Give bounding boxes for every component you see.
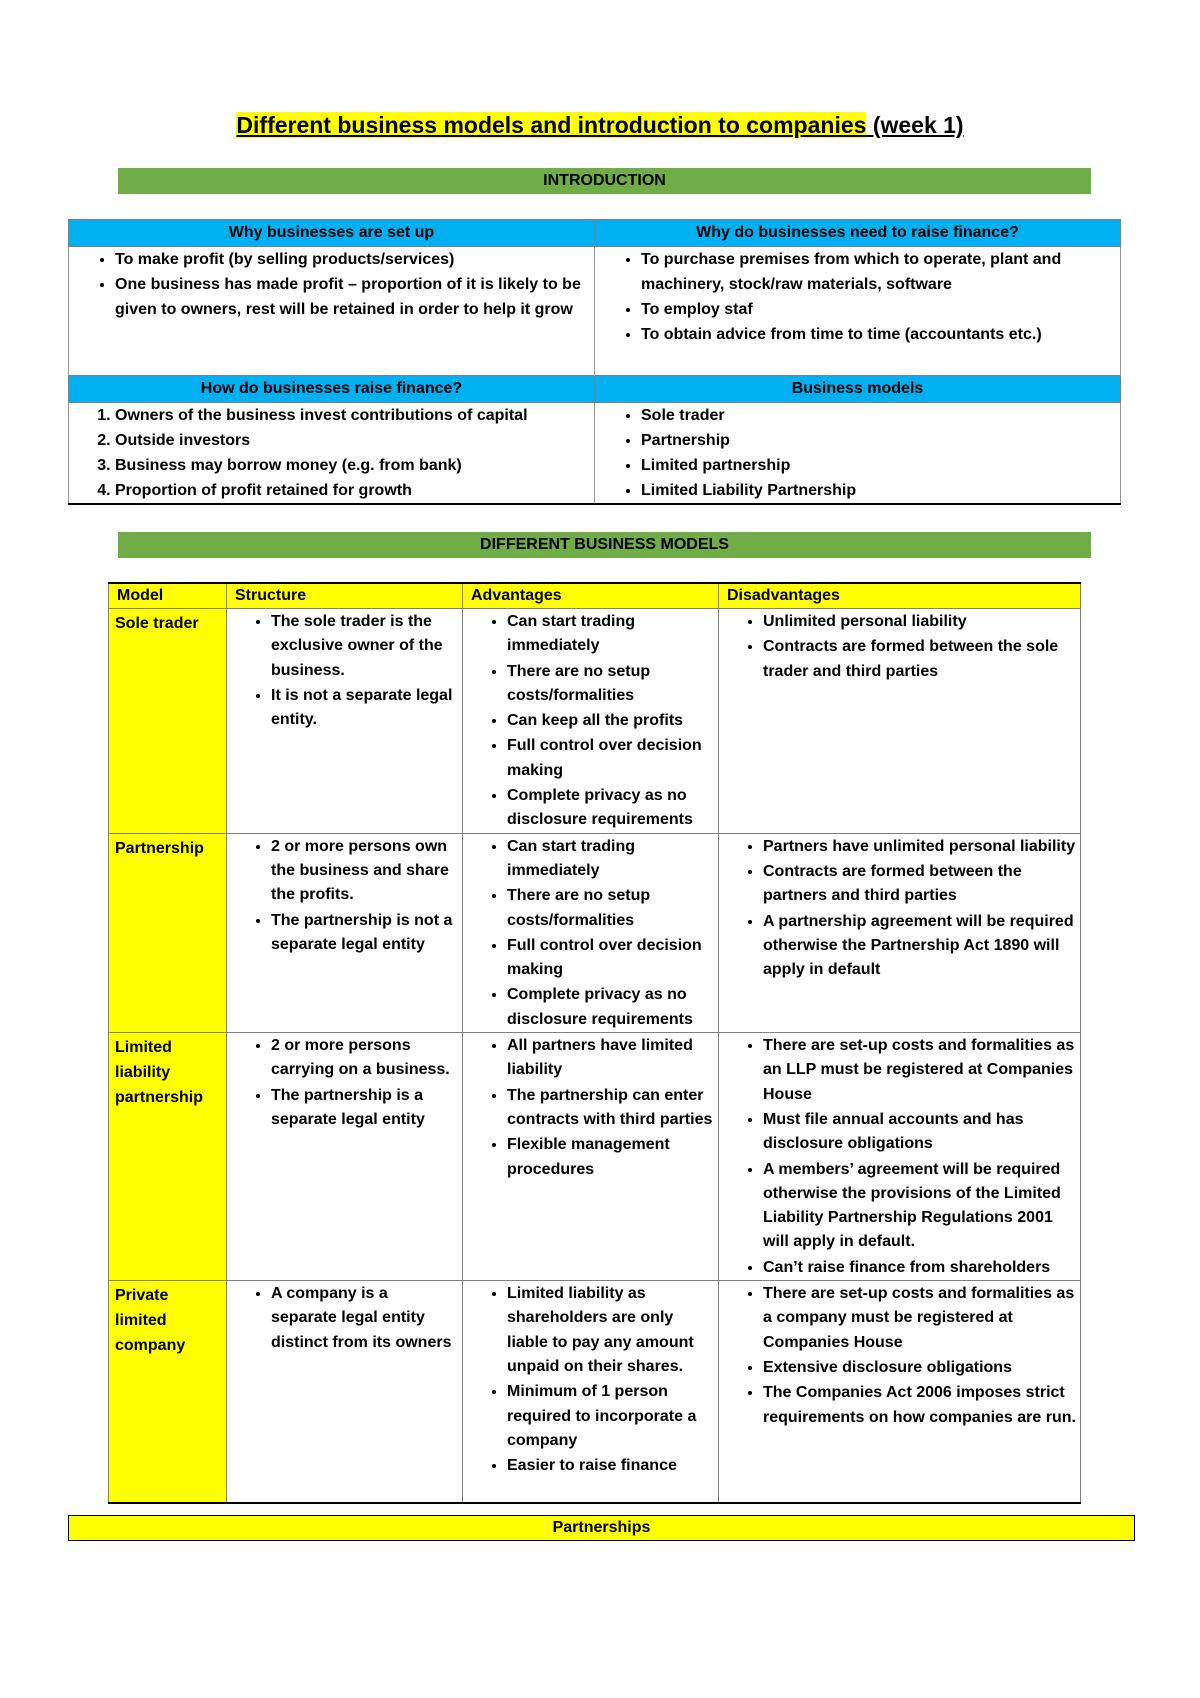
why-finance-heading: Why do businesses need to raise finance?: [595, 220, 1121, 247]
list-item: • Can start trading immediately: [507, 609, 714, 659]
introduction-table: [68, 219, 1121, 505]
list-item: • The partnership can enter contracts with third parties: [507, 1083, 714, 1133]
list-item: • Minimum of 1 person required to incorporate a company: [507, 1379, 714, 1453]
list-item: • Sole trader: [641, 403, 1120, 428]
list-item: • Must file annual accounts and has disclosure obligations: [763, 1107, 1076, 1157]
list-item: • Full control over decision making: [507, 733, 714, 783]
list-item: • Easier to raise finance: [507, 1453, 714, 1478]
list-item: • To make profit (by selling products/services): [115, 247, 594, 272]
list-item: • It is not a separate legal entity.: [271, 683, 458, 733]
header-model: Model: [109, 583, 227, 609]
list-item: 3. Business may borrow money (e.g. from bank): [115, 453, 594, 478]
page-title-suffix: (week 1): [866, 112, 964, 138]
header-advantages: Advantages: [463, 583, 719, 609]
table-row: [109, 609, 1081, 834]
list-item: • There are set-up costs and formalities as a company must be registered at Companies House: [763, 1281, 1076, 1355]
list-item: • Complete privacy as no disclosure requirements: [507, 783, 714, 833]
list-item: • There are no setup costs/formalities: [507, 883, 714, 933]
model-sole-trader: Sole trader: [109, 609, 227, 834]
table-row: [109, 833, 1081, 1032]
list-item: • To obtain advice from time to time (accountants etc.): [641, 322, 1120, 347]
list-item: • Partnership: [641, 428, 1120, 453]
list-item: • Partners have unlimited personal liability: [763, 834, 1076, 859]
list-item: • The partnership is a separate legal entity: [271, 1083, 458, 1133]
header-disadvantages: Disadvantages: [719, 583, 1081, 609]
how-finance-list: [69, 403, 594, 503]
list-item: 4. Proportion of profit retained for growth: [115, 478, 594, 503]
list-item: • Extensive disclosure obligations: [763, 1355, 1076, 1380]
list-item: • Limited liability as shareholders are only liable to pay any amount unpaid on their shares.: [507, 1281, 714, 1379]
list-item: • Unlimited personal liability: [763, 609, 1076, 634]
header-structure: Structure: [227, 583, 463, 609]
list-item: • To purchase premises from which to operate, plant and machinery, stock/raw materials, software: [641, 247, 1120, 297]
list-item: • One business has made profit – proportion of it is likely to be given to owners, rest will be retained in order to help it grow: [115, 272, 594, 322]
list-item: • 2 or more persons own the business and share the profits.: [271, 834, 458, 908]
list-item: • Contracts are formed between the partners and third parties: [763, 859, 1076, 909]
list-item: • 2 or more persons carrying on a business.: [271, 1033, 458, 1083]
table-row: [109, 1033, 1081, 1281]
why-setup-list: [69, 247, 594, 322]
list-item: 2. Outside investors: [115, 428, 594, 453]
list-item: • Can’t raise finance from shareholders: [763, 1255, 1076, 1280]
list-item: 1. Owners of the business invest contributions of capital: [115, 403, 594, 428]
list-item: • Complete privacy as no disclosure requirements: [507, 982, 714, 1032]
list-item: • Full control over decision making: [507, 933, 714, 983]
list-item: • Can keep all the profits: [507, 708, 714, 733]
why-setup-heading: Why businesses are set up: [69, 220, 595, 247]
list-item: • To employ staf: [641, 297, 1120, 322]
model-llp: Limited liability partnership: [109, 1033, 227, 1281]
business-models-table: [108, 582, 1081, 1504]
section-business-models: DIFFERENT BUSINESS MODELS: [118, 532, 1091, 558]
page-title: [0, 110, 1200, 140]
list-item: • Limited Liability Partnership: [641, 478, 1120, 503]
business-models-list: [595, 403, 1120, 503]
model-private-limited-company: Private limited company: [109, 1281, 227, 1503]
list-item: • Contracts are formed between the sole trader and third parties: [763, 634, 1076, 684]
list-item: • A company is a separate legal entity distinct from its owners: [271, 1281, 458, 1355]
section-introduction: INTRODUCTION: [118, 168, 1091, 194]
page-title-main: Different business models and introduction to companies: [236, 112, 867, 138]
list-item: • There are set-up costs and formalities as an LLP must be registered at Companies House: [763, 1033, 1076, 1107]
business-models-heading: Business models: [595, 376, 1121, 403]
list-item: • Flexible management procedures: [507, 1132, 714, 1182]
table-row: [109, 1281, 1081, 1503]
list-item: • A members’ agreement will be required otherwise the provisions of the Limited Liability Partnership Regulations 2001 will apply in default.: [763, 1157, 1076, 1255]
list-item: • Limited partnership: [641, 453, 1120, 478]
list-item: • The sole trader is the exclusive owner of the business.: [271, 609, 458, 683]
list-item: • A partnership agreement will be required otherwise the Partnership Act 1890 will apply in default: [763, 909, 1076, 983]
list-item: • There are no setup costs/formalities: [507, 659, 714, 709]
how-finance-heading: How do businesses raise finance?: [69, 376, 595, 403]
list-item: • All partners have limited liability: [507, 1033, 714, 1083]
why-finance-list: [595, 247, 1120, 347]
section-partnerships: Partnerships: [68, 1515, 1135, 1541]
list-item: • The partnership is not a separate legal entity: [271, 908, 458, 958]
list-item: • Can start trading immediately: [507, 834, 714, 884]
list-item: • The Companies Act 2006 imposes strict requirements on how companies are run.: [763, 1380, 1076, 1430]
model-partnership: Partnership: [109, 833, 227, 1032]
